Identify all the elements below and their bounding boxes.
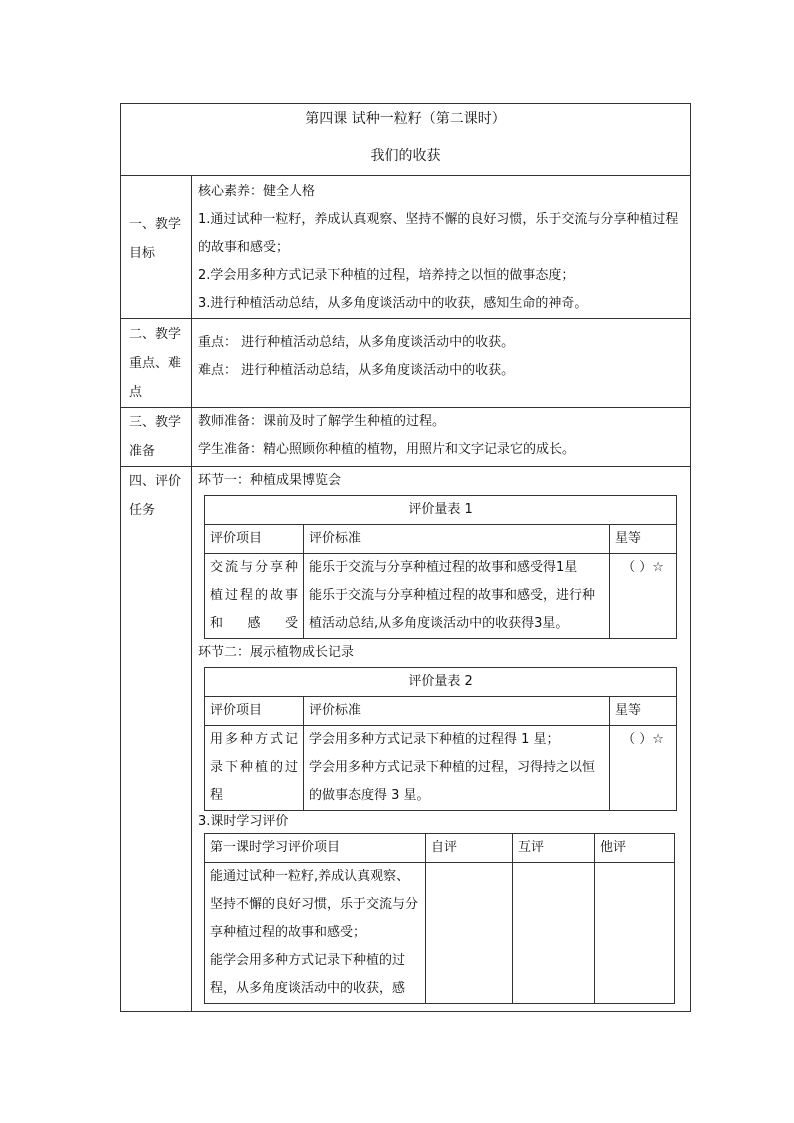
rubric-2-header-criteria: 评价标准 xyxy=(304,697,610,726)
lesson-plan-table xyxy=(120,103,691,1012)
rubric-2-star-rating[interactable]: （ ）☆ xyxy=(610,726,677,811)
step-3-heading: 3.课时学习评价 xyxy=(198,814,289,829)
other-eval-cell[interactable] xyxy=(595,863,675,1004)
keypoints-content-cell xyxy=(192,319,691,408)
rubric-1-header-stars: 星等 xyxy=(610,525,677,554)
prep-content-cell xyxy=(192,408,691,467)
goal-3: 3.进行种植活动总结，从多角度谈活动中的收获，感知生命的神奇。 xyxy=(198,296,588,311)
eval-item-cell xyxy=(205,863,426,1004)
rubric-2-header-item: 评价项目 xyxy=(205,697,304,726)
rubric-2-header-stars: 星等 xyxy=(610,697,677,726)
rubric-1-criterion-2: 能乐于交流与分享种植过程的故事和感受，进行种植活动总结,从多角度谈活动中的收获得3星。 xyxy=(309,588,596,631)
lesson-subtitle: 我们的收获 xyxy=(370,148,441,164)
student-prep: 学生准备：精心照顾你种植的植物，用照片和文字记录它的成长。 xyxy=(198,442,576,457)
rubric-1-title: 评价量表 1 xyxy=(205,496,677,525)
rubric-1-star-rating[interactable]: （ ）☆ xyxy=(610,554,677,639)
goals-label-cell xyxy=(121,176,192,319)
step-2-heading: 环节二：展示植物成长记录 xyxy=(198,645,355,660)
goal-2: 2.学会用多种方式记录下种植的过程，培养持之以恒的做事态度； xyxy=(198,268,575,283)
rubric-table-1 xyxy=(204,495,677,639)
keypoints-label-cell xyxy=(121,319,192,408)
lesson-title: 第四课 试种一粒籽（第二课时） xyxy=(305,111,506,127)
tasks-label-cell xyxy=(121,467,192,1012)
goals-content-cell xyxy=(192,176,691,319)
rubric-1-item: 交流与分享种植过程的故事和感受 xyxy=(205,554,304,639)
step-1-heading: 环节一：种植成果博览会 xyxy=(198,473,342,488)
rubric-1-criterion-1: 能乐于交流与分享种植过程的故事和感受得1星 xyxy=(309,560,578,575)
eval-item-2: 能学会用多种方式记录下种植的过程，从多角度谈活动中的收获，感 xyxy=(210,953,406,996)
eval-header-item: 第一课时学习评价项目 xyxy=(205,834,426,863)
goals-label: 一、教学目标 xyxy=(129,217,182,261)
title-cell xyxy=(121,104,691,176)
core-literacy: 核心素养：健全人格 xyxy=(198,184,316,199)
key-point: 重点： 进行种植活动总结，从多角度谈活动中的收获。 xyxy=(198,335,515,350)
rubric-2-criterion-2: 学会用多种方式记录下种植的过程，习得持之以恒的做事态度得 3 星。 xyxy=(309,760,596,803)
difficult-point: 难点： 进行种植活动总结，从多角度谈活动中的收获。 xyxy=(198,363,515,378)
rubric-1-header-item: 评价项目 xyxy=(205,525,304,554)
keypoints-label: 二、教学重点、难点 xyxy=(129,327,182,400)
tasks-content-cell xyxy=(192,467,691,1012)
rubric-1-criteria xyxy=(304,554,610,639)
self-eval-cell[interactable] xyxy=(426,863,513,1004)
lesson-evaluation-table xyxy=(204,833,675,1004)
rubric-2-item: 用多种方式记录下种植的过程 xyxy=(205,726,304,811)
rubric-table-2 xyxy=(204,667,677,811)
rubric-2-criterion-1: 学会用多种方式记录下种植的过程得 1 星； xyxy=(309,732,560,747)
peer-eval-cell[interactable] xyxy=(513,863,595,1004)
eval-item-1: 能通过试种一粒籽,养成认真观察、坚持不懈的良好习惯，乐于交流与分享种植过程的故事和感受； xyxy=(210,869,419,940)
goal-1: 1.通过试种一粒籽，养成认真观察、坚持不懈的良好习惯，乐于交流与分享种植过程的故事和感受； xyxy=(198,212,679,255)
tasks-label: 四、评价任务 xyxy=(129,474,182,518)
rubric-2-title: 评价量表 2 xyxy=(205,668,677,697)
eval-header-peer: 互评 xyxy=(513,834,595,863)
eval-header-other: 他评 xyxy=(595,834,675,863)
rubric-1-header-criteria: 评价标准 xyxy=(304,525,610,554)
lesson-plan-document xyxy=(120,103,690,1012)
teacher-prep: 教师准备：课前及时了解学生种植的过程。 xyxy=(198,414,446,429)
prep-label: 三、教学准备 xyxy=(129,415,182,459)
rubric-2-criteria xyxy=(304,726,610,811)
eval-header-self: 自评 xyxy=(426,834,513,863)
prep-label-cell xyxy=(121,408,192,467)
